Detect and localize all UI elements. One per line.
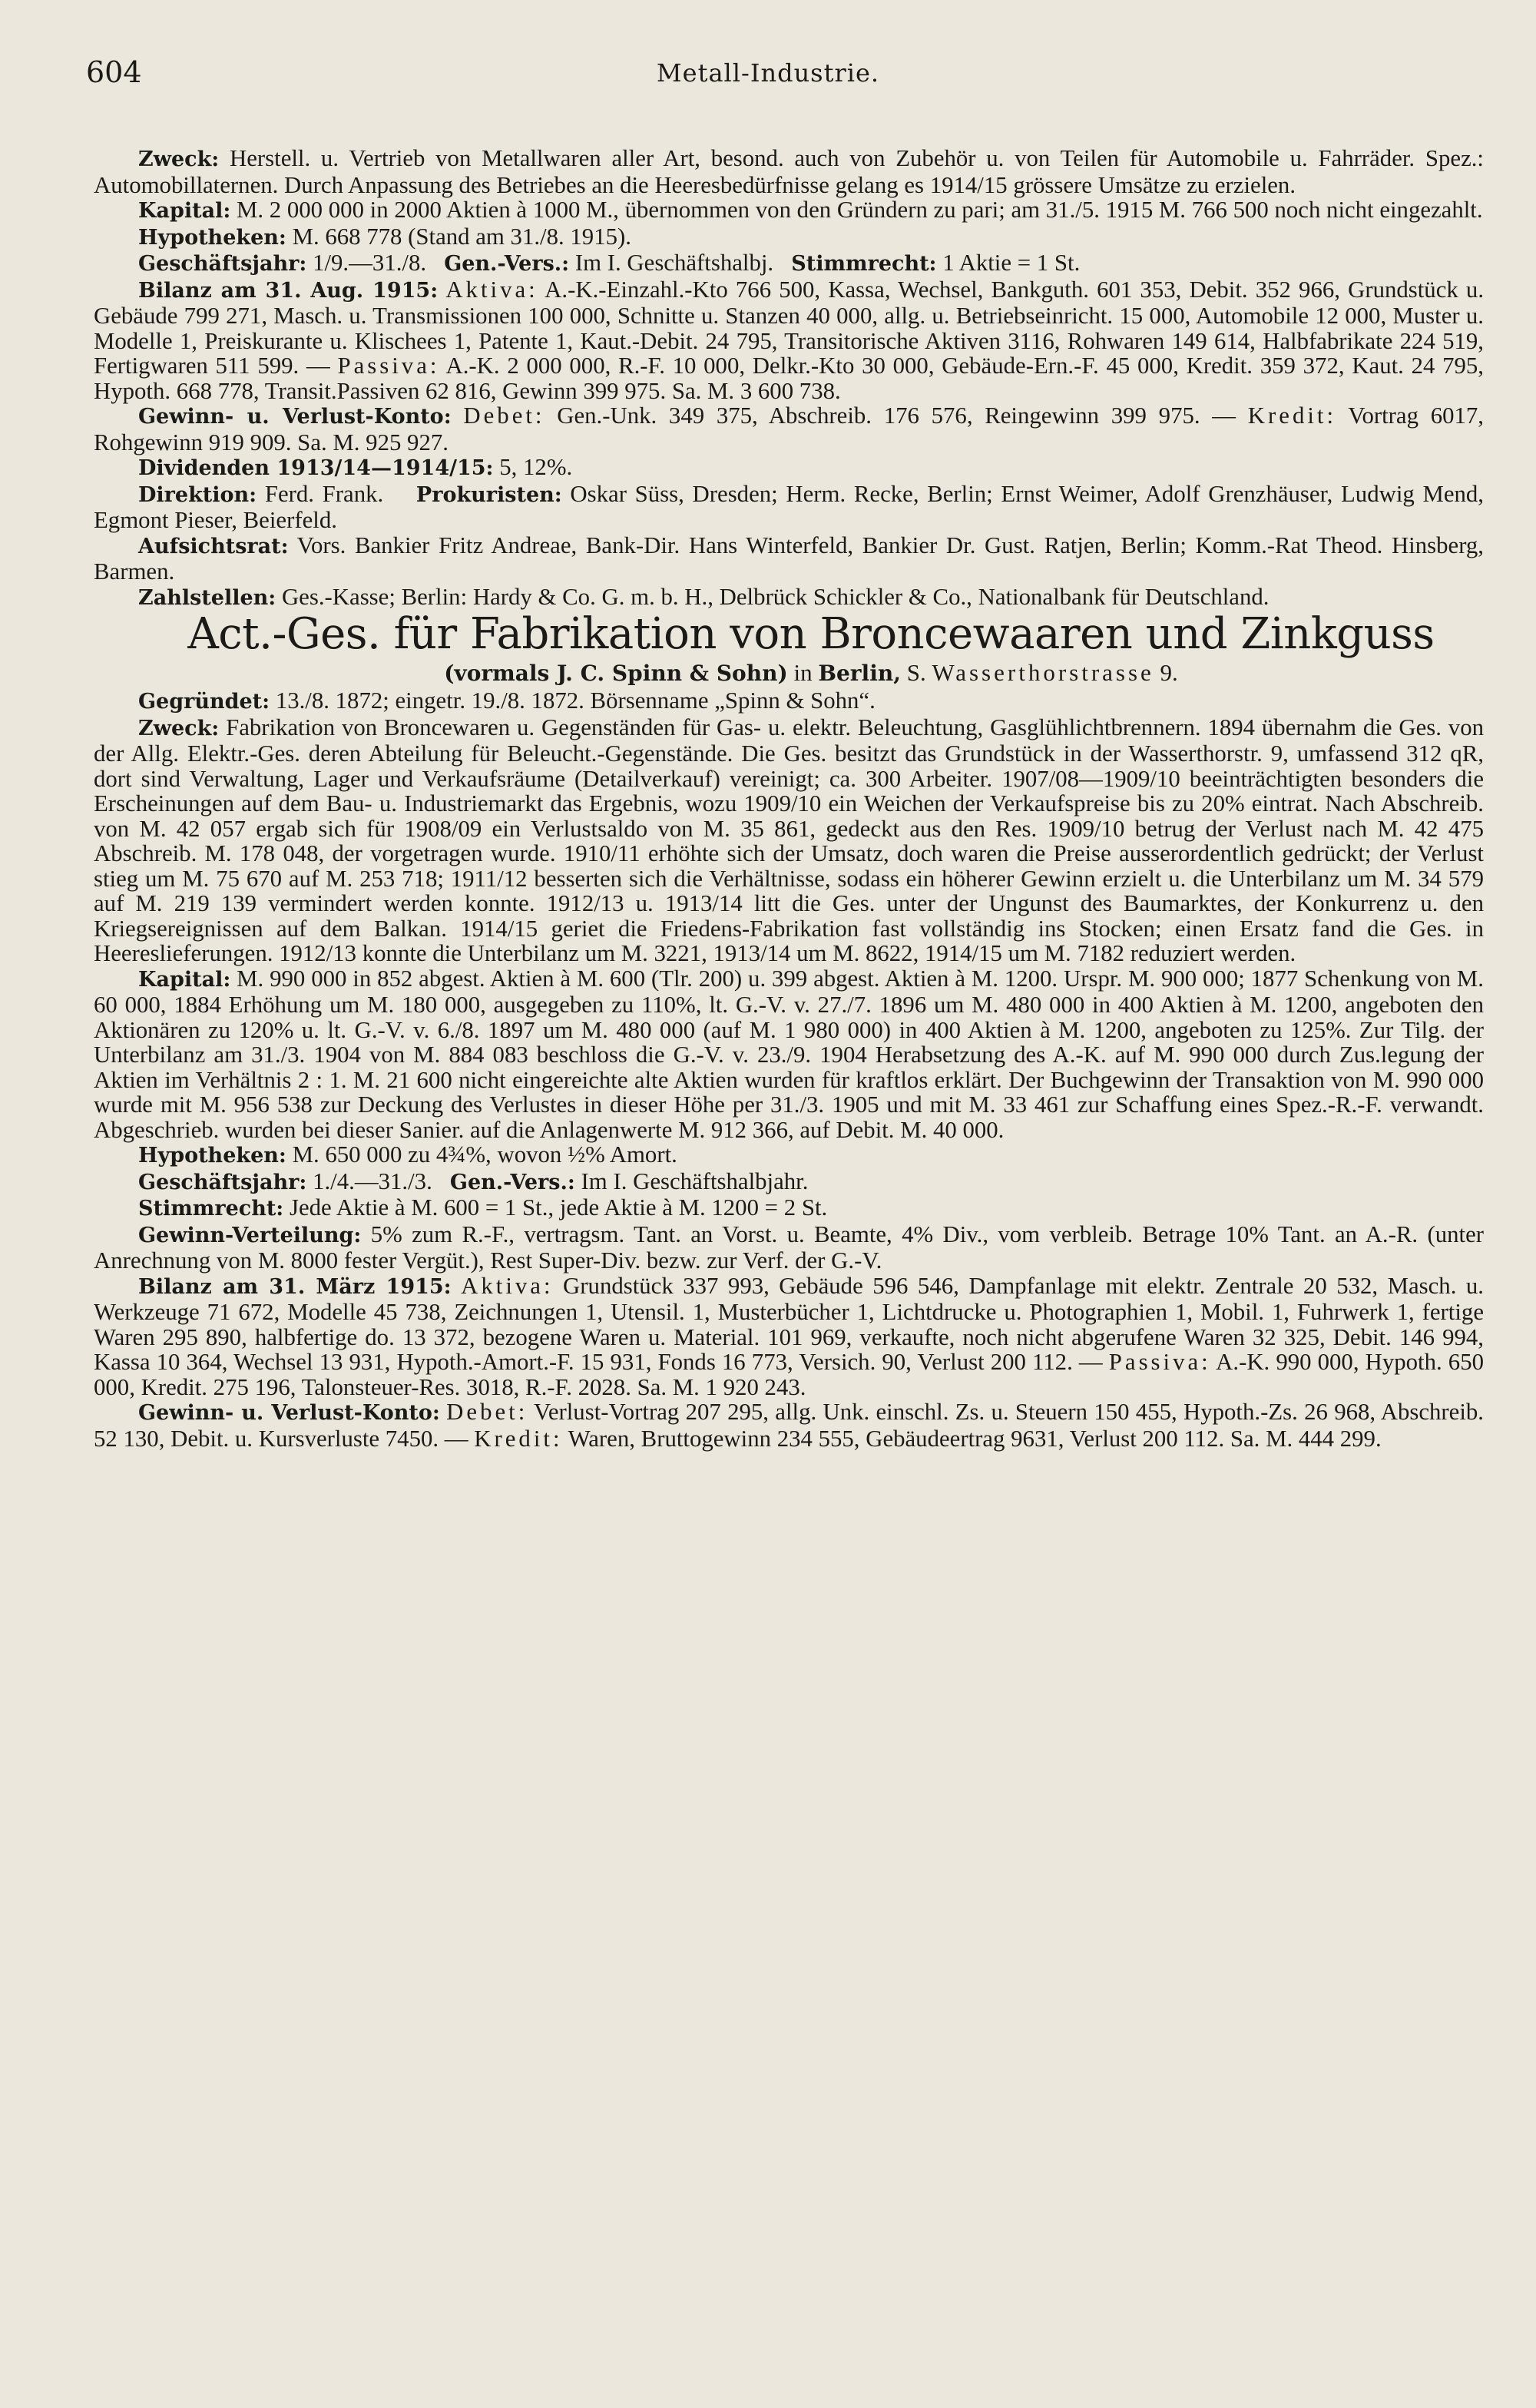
c1-kapital-label: Kapital: [138,199,231,223]
c1-dir-label: Direktion: [138,482,257,507]
c1-passiva-text: A.-K. 2 000 000, R.-F. 10 000, Delkr.-Kto 30 000, Gebäude-Ern.-F. 45 000, Kredit. 359 372, Kaut. 24 795, Hypoth. 668 778, Transit.Passiven 62 816, Gewinn 399 975. Sa. M. 3 600 738. [94,353,1485,404]
c2-stimmrecht [94,1195,1484,1222]
c2-passiva-text: A.-K. 990 000, Hypoth. 650 000, Kredit. 275 196, Talonsteuer-Res. 3018, R.-F. 2028. Sa. M. 1 920 243. [94,1349,1484,1400]
c2-kredit-word: Kredit: [474,1425,563,1452]
c1-ar-label: Aufsichtsrat: [138,534,289,558]
company-house-number: 9. [1160,659,1178,686]
c1-bilanz-label: Bilanz am 31. Aug. 1915: [138,278,439,303]
c2-gegr-label: Gegründet: [138,690,270,714]
c1-ar-text: Vors. Bankier Fritz Andreae, Bank-Dir. Hans Winterfeld, Bankier Dr. Gust. Ratjen, Berlin; Komm.-Rat Theod. Hinsberg, Barmen. [94,532,1484,585]
c2-hypotheken [94,1142,1484,1169]
c1-gj-label: Geschäftsjahr: [138,252,307,276]
c1-zweck-label: Zweck: [138,147,220,171]
company-in-word: in [793,659,813,686]
c1-guv [94,403,1484,455]
company-former-name: (vormals J. C. Spinn & Sohn) [444,661,788,686]
c1-aktiva-text: A.-K.-Einzahl.-Kto 766 500, Kassa, Wechsel, Bankguth. 601 353, Debit. 352 966, Grundstück u. Gebäude 799 271, Masch. u. Transmissionen 100 000, Schnitte u. Stanzen 40 000, allg. u. Betriebseinricht. 15 000, Automobile 12 000, Muster u. Modelle 1, Preiskurante u. Klischees 1, Patente 1, Kaut.-Debit. 24 795, Transitorische Aktiven 3116, Rohwaren 149 614, Halbfabrikate 224 519, Fertigwaren 511 599. — [94,276,1485,379]
c1-bilanz [94,277,1484,404]
c1-debet-text: Gen.-Unk. 349 375, Abschreib. 176 576, Reingewinn 399 975. — [557,402,1236,429]
c1-geschaeftsjahr-line [94,250,1484,277]
company-address-prefix: S. [906,659,926,686]
c1-prok-text: Oskar Süss, Dresden; Herm. Recke, Berlin; Ernst Weimer, Adolf Grenzhäuser, Ludwig Mend, Egmont Pieser, Beierfeld. [94,480,1485,533]
company-title: Act.-Ges. für Fabrikation von Broncewaaren und Zinkguss [187,609,1435,659]
c1-prok-label: Prokuristen: [415,482,562,507]
c2-kapital-text: M. 990 000 in 852 abgest. Aktien à M. 600 (Tlr. 200) u. 399 abgest. Aktien à M. 1200. Urspr. M. 900 000; 1877 Schenkung von M. 60 000, 1884 Erhöhung um M. 180 000, ausgegeben zu 110%, lt. G.-V. v. 27./7. 1896 um M. 480 000 in 400 Aktien à M. 1200, angeboten den Aktionären zu 120% u. lt. G.-V. v. 6./8. 1897 um M. 480 000 (auf M. 1 980 000) in 400 Aktien à M. 1200, angeboten zu 125%. Zur Tilg. der Unterbilanz am 31./3. 1904 von M. 884 083 beschloss die G.-V. v. 23./9. 1904 Herabsetzung des A.-K. auf M. 990 000 durch Zus.legung der Aktien im Verhältnis 2 : 1. M. 21 600 nicht eingereichte alte Aktien wurden für kraftlos erklärt. Der Buchgewinn der Transaktion von M. 990 000 wurde mit M. 956 538 zur Deckung des Verlustes in dieser Höhe per 31./3. 1905 und mit M. 33 461 zur Schaffung eines Spez.-R.-F. verwandt. Abgeschrieb. wurden bei dieser Sanier. auf die Anlagenwerte M. 912 366, auf Debit. M. 40 000. [94,965,1484,1143]
c1-direktion [94,482,1484,533]
c1-zahl-text: Ges.-Kasse; Berlin: Hardy & Co. G. m. b. H., Delbrück Schickler & Co., Nationalbank für Deutschland. [281,583,1270,610]
c1-zahl-label: Zahlstellen: [138,585,276,610]
c1-gv-text: Im I. Geschäftshalbj. [574,250,774,276]
c1-div-text: 5, 12%. [499,454,573,480]
page-number: 604 [86,55,142,89]
c2-aktiva-word: Aktiva: [461,1272,554,1299]
c2-debet-word: Debet: [446,1399,528,1425]
c2-kredit-text: Waren, Bruttogewinn 234 555, Gebäudeertrag 9631, Verlust 200 112. Sa. M. 444 299. [568,1425,1382,1452]
c1-div-label: Dividenden 1913/14—1914/15: [138,456,494,480]
c2-kapital-label: Kapital: [138,967,231,992]
c1-gv-label: Gen.-Vers.: [444,252,570,276]
c2-gewvert-label: Gewinn-Verteilung: [138,1223,362,1247]
c2-gewinn-verteilung [94,1222,1484,1274]
c2-guv-label: Gewinn- u. Verlust-Konto: [138,1401,440,1425]
c1-kredit-text: Vortrag 6017, Rohgewinn 919 909. Sa. M. 925 927. [94,402,1484,455]
c1-zweck [94,146,1484,197]
c2-kapital [94,966,1484,1143]
page-header [0,55,1536,101]
c2-gj-label: Geschäftsjahr: [138,1170,307,1194]
page-body [94,146,1484,1451]
c2-gj-text: 1./4.—31./3. [313,1168,432,1194]
c2-gegr-text: 13./8. 1872; eingetr. 19./8. 1872. Börsenname „Spinn & Sohn“. [275,687,876,714]
c1-hypotheken-text: M. 668 778 (Stand am 31./8. 1915). [292,223,631,250]
c1-hypotheken [94,224,1484,251]
c2-bilanz-label: Bilanz am 31. März 1915: [138,1274,452,1299]
c2-bilanz [94,1274,1484,1400]
c2-gewvert-text: 5% zum R.-F., vertragsm. Tant. an Vorst. u. Beamte, 4% Div., vom verbleib. Betrage 10% Tant. an A.-R. (unter Anrechnung von M. 8000 fester Vergüt.), Rest Super-Div. bezw. zur Verf. der G.-V. [94,1221,1484,1274]
c1-dividenden [94,455,1484,482]
c2-zweck-text: Fabrikation von Broncewaren u. Gegenständen für Gas- u. elektr. Beleuchtung, Gasglühlichtbrennern. 1894 übernahm die Ges. von der Allg. Elektr.-Ges. deren Abteilung für Beleucht.-Gegenstände. Die Ges. besitzt das Grundstück in der Wasserthorstr. 9, umfassend 312 qR, dort sind Verwaltung, Lager und Verkaufsräume (Detailverkauf) vereinigt; ca. 300 Arbeiter. 1907/08—1909/10 beeinträchtigten besonders die Erscheinungen auf dem Bau- u. Industriemarkt das Ergebnis, wozu 1909/10 ein Weichen der Verkaufspreise bis zu 20% eintrat. Nach Abschreib. von M. 42 057 ergab sich für 1908/09 ein Verlustsaldo von M. 35 861, gedeckt aus den Res. 1909/10 betrug der Verlust nach M. 42 475 Abschreib. M. 178 048, der vorgetragen wurde. 1910/11 erhöhte sich der Umsatz, doch waren die Preise ausserordentlich gedrückt; der Verlust stieg um M. 75 670 auf M. 253 718; 1911/12 besserten sich die Verhältnisse, sodass ein höherer Gewinn erzielt u. die Unterbilanz um M. 34 579 auf M. 219 139 vermindert werden konnte. 1912/13 u. 1913/14 litt die Ges. unter der Ungunst des Baumarktes, der Konkurrenz u. den Kriegsereignissen auf dem Balkan. 1914/15 geriet die Friedens-Fabrikation fast vollständig ins Stocken; einen Ersatz fand die Ges. in Heereslieferungen. 1912/13 konnte die Unterbilanz um M. 3221, 1913/14 um M. 8622, 1914/15 um M. 7182 reduziert werden. [94,714,1485,966]
c2-guv [94,1399,1484,1451]
c1-zweck-text: Herstell. u. Vertrieb von Metallwaren aller Art, besond. auch von Zubehör u. von Teilen für Automobile u. Fahrräder. Spez.: Automobillaternen. Durch Anpassung des Betriebes an die Heeresbedürfnisse gelang es 1914/15 grössere Umsätze zu erzielen. [94,145,1484,198]
c2-debet-text: Verlust-Vortrag 207 295, allg. Unk. einschl. Zs. u. Steuern 150 455, Hypoth.-Zs. 26 968, Abschreib. 52 130, Debit. u. Kursverluste 7450. — [94,1399,1484,1452]
c1-passiva-word: Passiva: [337,353,440,379]
c2-zweck-label: Zweck: [138,716,220,740]
c2-hypotheken-label: Hypotheken: [138,1144,286,1168]
c2-gegruendet [94,688,1484,715]
c2-gv-label: Gen.-Vers.: [449,1170,575,1194]
c2-stimm-text: Jede Aktie à M. 600 = 1 St., jede Aktie à M. 1200 = 2 St. [289,1194,828,1221]
c2-hypotheken-text: M. 650 000 zu 4¾%, wovon ½% Amort. [292,1141,677,1168]
c2-passiva-word: Passiva: [1108,1349,1211,1375]
c2-geschaeftsjahr-line [94,1169,1484,1196]
company-city: Berlin, [818,661,901,686]
c1-stimm-label: Stimmrecht: [791,252,937,276]
c1-gj-text: 1/9.—31./8. [313,250,427,276]
c2-gv-text: Im I. Geschäftshalbjahr. [581,1168,809,1194]
running-title: Metall-Industrie. [656,58,880,88]
c1-hypotheken-label: Hypotheken: [138,225,286,250]
c1-aufsichtsrat [94,533,1484,585]
c1-kapital-text: M. 2 000 000 in 2000 Aktien à 1000 M., übernommen von den Gründern zu pari; am 31./5. 1915 M. 766 500 noch nicht eingezahlt. [237,197,1483,223]
c1-stimm-text: 1 Aktie = 1 St. [942,250,1081,276]
c1-guv-label: Gewinn- u. Verlust-Konto: [138,405,452,429]
c1-kredit-word: Kredit: [1247,402,1337,429]
company-subtitle [94,658,1484,688]
c2-aktiva-text: Grundstück 337 993, Gebäude 596 546, Dampfanlage mit elektr. Zentrale 20 532, Masch. u. Werkzeuge 71 672, Modelle 45 738, Zeichnungen 1, Utensil. 1, Musterbücher 1, Lichtdrucke u. Photographien 1, Mobil. 1, Fuhrwerk 1, fertige Waren 295 890, halbfertige do. 13 372, bezogene Waren u. Material. 101 969, verkaufte, noch nicht abgerufene Waren 32 325, Debit. 146 994, Kassa 10 364, Wechsel 13 931, Hypoth.-Amort.-F. 15 931, Fonds 16 773, Versich. 90, Verlust 200 112. — [94,1272,1484,1375]
c1-debet-word: Debet: [463,402,545,429]
c1-aktiva-word: Aktiva: [445,276,538,303]
c1-kapital [94,197,1484,224]
c2-stimm-label: Stimmrecht: [138,1197,284,1221]
c1-zahlstellen [94,585,1484,611]
company-street: Wasserthorstrasse [932,659,1154,686]
c2-zweck [94,715,1484,966]
c1-dir-text: Ferd. Frank. [264,480,384,507]
